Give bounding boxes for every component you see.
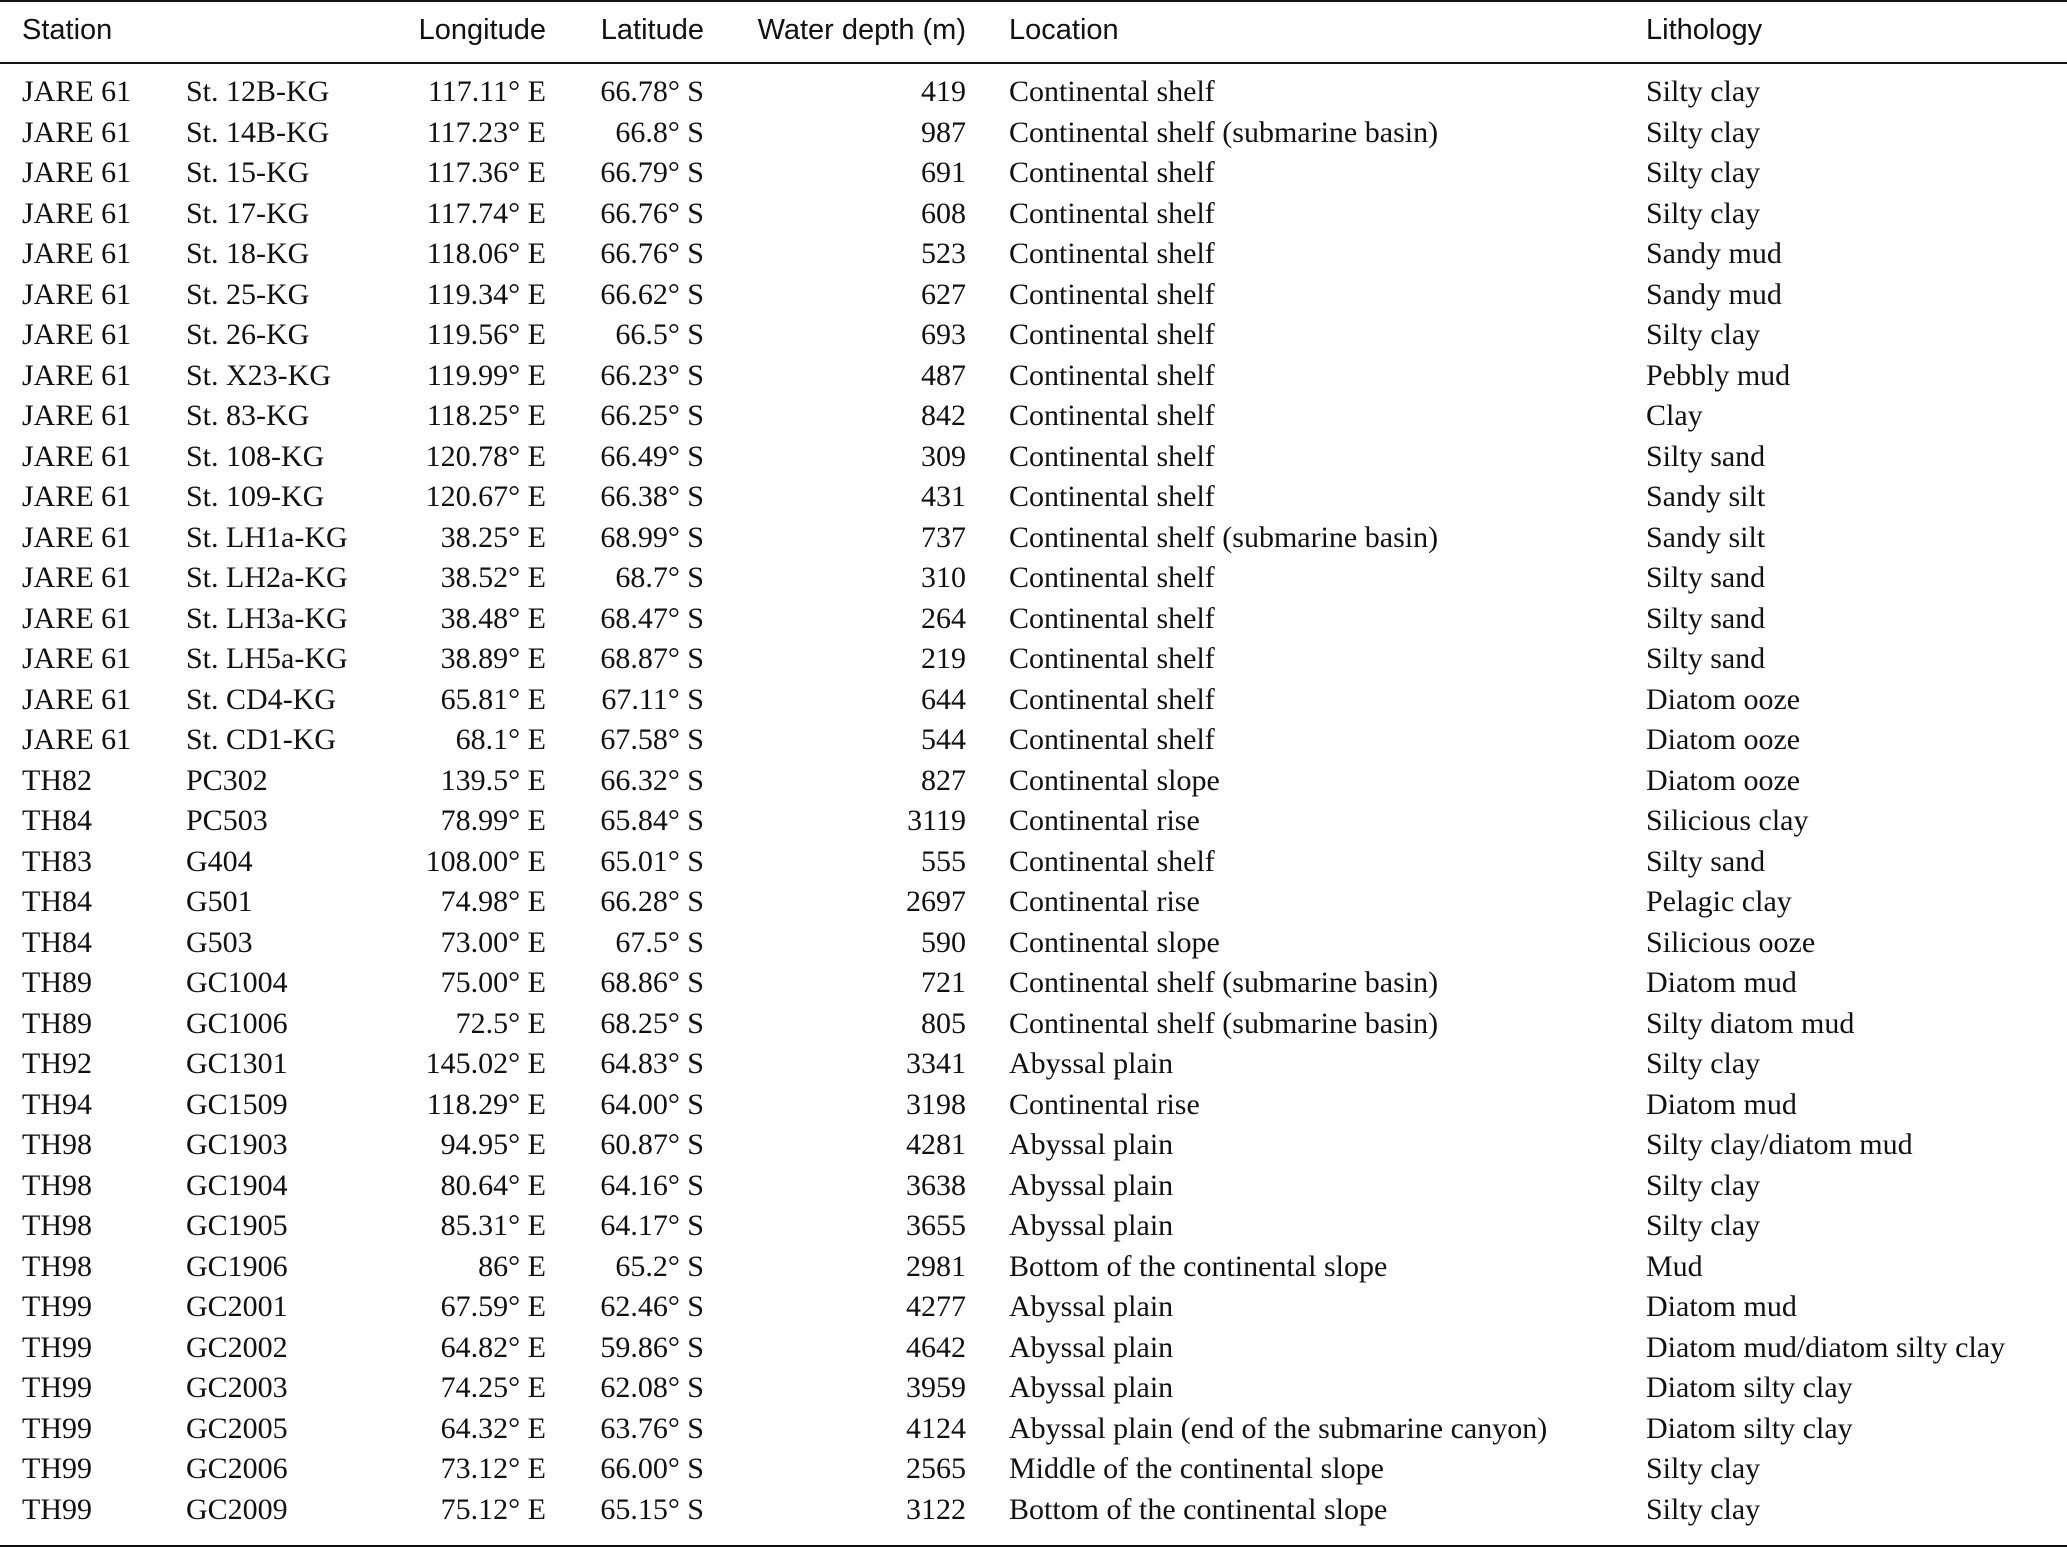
cell-latitude: 59.86° S	[600, 1330, 704, 1364]
cell-core-id: PC302	[186, 763, 268, 797]
cell-water-depth: 4277	[906, 1290, 966, 1323]
cell-station: JARE 61	[22, 237, 132, 270]
cell-lithology: Diatom ooze	[1646, 763, 1801, 797]
cell-core-id: St. 83-KG	[186, 399, 310, 432]
cell-longitude: 119.99° E	[426, 358, 546, 392]
cell-lithology: Silty clay	[1646, 196, 1761, 230]
cell-latitude: 66.62° S	[600, 277, 704, 311]
cell-location: Continental shelf (submarine basin)	[1009, 1006, 1439, 1040]
cell-latitude: 60.87° S	[600, 1128, 704, 1161]
cell-lithology: Diatom mud/diatom silty clay	[1646, 1330, 2006, 1364]
cell-water-depth: 3655	[906, 1209, 966, 1242]
cell-water-depth: 644	[921, 682, 966, 716]
cell-lithology: Silty clay	[1646, 1492, 1761, 1526]
cell-lithology: Silty sand	[1646, 601, 1766, 635]
cell-water-depth: 2981	[906, 1249, 966, 1283]
cell-longitude: 73.12° E	[440, 1452, 546, 1485]
cell-water-depth: 693	[921, 318, 966, 351]
cell-water-depth: 487	[921, 358, 966, 392]
cell-core-id: GC2001	[186, 1290, 288, 1323]
table-header-row	[0, 10, 2067, 50]
table-row	[0, 437, 2067, 478]
cell-station: JARE 61	[22, 318, 132, 351]
cell-lithology: Silty sand	[1646, 844, 1766, 878]
table-row	[0, 1409, 2067, 1450]
cell-lithology: Silty clay	[1646, 75, 1761, 108]
cell-latitude: 66.79° S	[600, 156, 704, 189]
cell-station: JARE 61	[22, 520, 132, 554]
cell-longitude: 117.36° E	[426, 156, 546, 189]
cell-core-id: St. CD4-KG	[186, 682, 337, 716]
cell-station: JARE 61	[22, 277, 132, 311]
cell-latitude: 64.16° S	[600, 1168, 704, 1202]
cell-longitude: 74.98° E	[440, 885, 546, 918]
cell-station: TH84	[22, 925, 92, 959]
cell-station: TH94	[22, 1087, 92, 1121]
cell-core-id: GC1301	[186, 1047, 288, 1080]
cell-longitude: 119.34° E	[426, 277, 546, 311]
table-row	[0, 1004, 2067, 1045]
cell-location: Abyssal plain	[1009, 1209, 1174, 1242]
cell-latitude: 66.8° S	[615, 115, 704, 149]
table-row	[0, 234, 2067, 275]
cell-longitude: 80.64° E	[440, 1168, 546, 1202]
cell-station: TH98	[22, 1168, 92, 1202]
cell-location: Middle of the continental slope	[1009, 1452, 1384, 1485]
cell-water-depth: 544	[921, 723, 966, 756]
cell-lithology: Diatom silty clay	[1646, 1411, 1853, 1445]
cell-core-id: G404	[186, 844, 253, 878]
cell-water-depth: 608	[921, 196, 966, 230]
table-row	[0, 558, 2067, 599]
cell-core-id: St. 25-KG	[186, 277, 310, 311]
cell-lithology: Silty clay/diatom mud	[1646, 1128, 1913, 1161]
cell-water-depth: 2697	[906, 885, 966, 918]
cell-station: JARE 61	[22, 358, 132, 392]
cell-station: TH98	[22, 1249, 92, 1283]
cell-water-depth: 691	[921, 156, 966, 189]
cell-core-id: GC2002	[186, 1330, 288, 1364]
cell-core-id: St. LH3a-KG	[186, 601, 348, 635]
table-row	[0, 761, 2067, 802]
cell-core-id: St. 12B-KG	[186, 75, 330, 108]
cell-water-depth: 737	[921, 520, 966, 554]
cell-longitude: 117.23° E	[426, 115, 546, 149]
cell-lithology: Clay	[1646, 399, 1703, 432]
cell-station: JARE 61	[22, 561, 132, 594]
cell-location: Abyssal plain	[1009, 1128, 1174, 1161]
cell-latitude: 68.87° S	[600, 642, 704, 675]
table-row	[0, 842, 2067, 883]
cell-latitude: 68.25° S	[600, 1006, 704, 1040]
cell-station: JARE 61	[22, 75, 132, 108]
cell-longitude: 38.48° E	[440, 601, 546, 635]
cell-water-depth: 431	[921, 480, 966, 513]
cell-longitude: 119.56° E	[426, 318, 546, 351]
cell-lithology: Silty clay	[1646, 318, 1761, 351]
cell-water-depth: 264	[921, 601, 966, 635]
table-row	[0, 315, 2067, 356]
cell-latitude: 68.99° S	[600, 520, 704, 554]
cell-latitude: 65.01° S	[600, 844, 704, 878]
cell-station: JARE 61	[22, 642, 132, 675]
table-row	[0, 477, 2067, 518]
cell-water-depth: 3638	[906, 1168, 966, 1202]
cell-longitude: 67.59° E	[440, 1290, 546, 1323]
cell-water-depth: 3119	[907, 804, 966, 837]
cell-latitude: 65.2° S	[615, 1249, 704, 1283]
cell-longitude: 72.5° E	[455, 1006, 546, 1040]
cell-longitude: 38.25° E	[440, 520, 546, 554]
cell-latitude: 66.38° S	[600, 480, 704, 513]
cell-core-id: GC2009	[186, 1492, 288, 1526]
cell-latitude: 64.83° S	[600, 1047, 704, 1080]
cell-latitude: 66.49° S	[600, 439, 704, 473]
table-row	[0, 1044, 2067, 1085]
table-row	[0, 1328, 2067, 1369]
table-row	[0, 680, 2067, 721]
header-latitude: Latitude	[600, 14, 704, 46]
cell-lithology: Silty clay	[1646, 1047, 1761, 1080]
cell-core-id: St. 18-KG	[186, 237, 310, 270]
cell-latitude: 68.7° S	[615, 561, 704, 594]
cell-station: TH98	[22, 1128, 92, 1161]
cell-water-depth: 3198	[906, 1087, 966, 1121]
cell-location: Continental shelf	[1009, 723, 1215, 756]
cell-station: JARE 61	[22, 682, 132, 716]
cell-core-id: St. 108-KG	[186, 439, 325, 473]
cell-location: Abyssal plain	[1009, 1168, 1174, 1202]
cell-lithology: Sandy mud	[1646, 277, 1782, 311]
cell-water-depth: 627	[921, 277, 966, 311]
table-row	[0, 720, 2067, 761]
cell-water-depth: 219	[921, 642, 966, 675]
cell-core-id: G503	[186, 925, 253, 959]
cell-lithology: Sandy silt	[1646, 520, 1766, 554]
cell-core-id: GC2006	[186, 1452, 288, 1485]
cell-longitude: 78.99° E	[440, 804, 546, 837]
cell-latitude: 62.46° S	[600, 1290, 704, 1323]
cell-lithology: Silty sand	[1646, 642, 1766, 675]
cell-core-id: St. LH1a-KG	[186, 520, 348, 554]
cell-lithology: Silicious clay	[1646, 804, 1809, 837]
header-lithology: Lithology	[1646, 14, 1763, 46]
cell-lithology: Diatom mud	[1646, 1087, 1797, 1121]
cell-station: TH99	[22, 1290, 92, 1323]
cell-core-id: St. 109-KG	[186, 480, 325, 513]
table-row	[0, 153, 2067, 194]
cell-latitude: 67.58° S	[600, 723, 704, 756]
cell-location: Continental rise	[1009, 885, 1200, 918]
cell-core-id: GC1906	[186, 1249, 288, 1283]
cell-core-id: St. 26-KG	[186, 318, 310, 351]
cell-station: TH84	[22, 885, 92, 918]
cell-latitude: 66.32° S	[600, 763, 704, 797]
cell-longitude: 118.29° E	[426, 1087, 546, 1121]
cell-location: Continental slope	[1009, 763, 1220, 797]
cell-location: Continental shelf (submarine basin)	[1009, 520, 1439, 554]
table-row	[0, 1287, 2067, 1328]
cell-longitude: 139.5° E	[440, 763, 546, 797]
cell-water-depth: 987	[921, 115, 966, 149]
cell-lithology: Silty clay	[1646, 156, 1761, 189]
cell-lithology: Silicious ooze	[1646, 925, 1816, 959]
cell-location: Continental shelf	[1009, 196, 1215, 230]
cell-core-id: St. 14B-KG	[186, 115, 330, 149]
cell-station: TH82	[22, 763, 92, 797]
cell-lithology: Sandy silt	[1646, 480, 1766, 513]
cell-location: Continental slope	[1009, 925, 1220, 959]
cell-location: Continental rise	[1009, 1087, 1200, 1121]
cell-location: Abyssal plain	[1009, 1330, 1174, 1364]
cell-longitude: 145.02° E	[425, 1047, 546, 1080]
cell-longitude: 68.1° E	[455, 723, 546, 756]
header-longitude: Longitude	[418, 14, 546, 46]
cell-location: Continental shelf (submarine basin)	[1009, 966, 1439, 999]
table-row	[0, 1206, 2067, 1247]
cell-location: Continental shelf	[1009, 682, 1215, 716]
cell-location: Continental shelf	[1009, 277, 1215, 311]
cell-core-id: GC1904	[186, 1168, 288, 1202]
cell-location: Continental shelf	[1009, 642, 1215, 675]
cell-station: JARE 61	[22, 196, 132, 230]
header-station: Station	[22, 14, 113, 46]
cell-location: Continental shelf (submarine basin)	[1009, 115, 1439, 149]
cell-core-id: St. LH5a-KG	[186, 642, 348, 675]
cell-water-depth: 4124	[906, 1411, 966, 1445]
cell-station: TH92	[22, 1047, 92, 1080]
table-row	[0, 113, 2067, 154]
cell-water-depth: 4642	[906, 1330, 966, 1364]
cell-core-id: GC2003	[186, 1371, 288, 1404]
cell-lithology: Silty sand	[1646, 561, 1766, 594]
cell-latitude: 65.15° S	[600, 1492, 704, 1526]
cell-longitude: 65.81° E	[440, 682, 546, 716]
cell-lithology: Silty clay	[1646, 1209, 1761, 1242]
cell-latitude: 66.5° S	[615, 318, 704, 351]
cell-water-depth: 310	[921, 561, 966, 594]
cell-water-depth: 590	[921, 925, 966, 959]
table-row	[0, 194, 2067, 235]
cell-core-id: GC2005	[186, 1411, 288, 1445]
cell-latitude: 67.5° S	[615, 925, 704, 959]
cell-core-id: GC1004	[186, 966, 288, 999]
cell-lithology: Silty clay	[1646, 1452, 1761, 1485]
cell-station: TH83	[22, 844, 92, 878]
cell-lithology: Silty clay	[1646, 1168, 1761, 1202]
cell-location: Continental rise	[1009, 804, 1200, 837]
cell-longitude: 85.31° E	[440, 1209, 546, 1242]
cell-longitude: 75.12° E	[440, 1492, 546, 1526]
cell-core-id: St. CD1-KG	[186, 723, 337, 756]
cell-longitude: 118.25° E	[426, 399, 546, 432]
cell-lithology: Pebbly mud	[1646, 358, 1791, 392]
cell-longitude: 120.67° E	[425, 480, 546, 513]
cell-longitude: 75.00° E	[440, 966, 546, 999]
cell-water-depth: 3341	[906, 1047, 966, 1080]
cell-longitude: 38.89° E	[440, 642, 546, 675]
cell-water-depth: 523	[921, 237, 966, 270]
cell-core-id: St. 15-KG	[186, 156, 310, 189]
cell-lithology: Silty diatom mud	[1646, 1006, 1855, 1040]
cell-latitude: 67.11° S	[601, 682, 704, 716]
cell-core-id: GC1903	[186, 1128, 288, 1161]
cell-lithology: Diatom ooze	[1646, 682, 1801, 716]
cell-water-depth: 805	[921, 1006, 966, 1040]
cell-lithology: Diatom mud	[1646, 1290, 1797, 1323]
cell-longitude: 117.74° E	[426, 196, 546, 230]
cell-latitude: 66.23° S	[600, 358, 704, 392]
cell-longitude: 117.11° E	[427, 75, 546, 108]
cell-longitude: 74.25° E	[440, 1371, 546, 1404]
cell-latitude: 66.76° S	[600, 196, 704, 230]
cell-longitude: 118.06° E	[426, 237, 546, 270]
cell-lithology: Pelagic clay	[1646, 885, 1792, 918]
cell-station: JARE 61	[22, 723, 132, 756]
cell-lithology: Mud	[1646, 1249, 1703, 1283]
table-row	[0, 1125, 2067, 1166]
cell-location: Continental shelf	[1009, 399, 1215, 432]
cell-station: TH99	[22, 1330, 92, 1364]
table-row	[0, 1247, 2067, 1288]
table-row	[0, 882, 2067, 923]
cell-lithology: Sandy mud	[1646, 237, 1782, 270]
cell-location: Continental shelf	[1009, 156, 1215, 189]
cell-station: JARE 61	[22, 601, 132, 635]
cell-location: Continental shelf	[1009, 439, 1215, 473]
cell-station: JARE 61	[22, 156, 132, 189]
cell-latitude: 68.86° S	[600, 966, 704, 999]
table-top-rule	[0, 0, 2067, 2]
cell-station: TH84	[22, 804, 92, 837]
header-water-depth: Water depth (m)	[757, 14, 966, 46]
cell-lithology: Silty clay	[1646, 115, 1761, 149]
cell-location: Continental shelf	[1009, 480, 1215, 513]
cell-location: Abyssal plain	[1009, 1371, 1174, 1404]
header-location: Location	[1009, 14, 1119, 46]
cell-location: Abyssal plain	[1009, 1047, 1174, 1080]
cell-latitude: 66.28° S	[600, 885, 704, 918]
cell-latitude: 63.76° S	[600, 1411, 704, 1445]
cell-latitude: 62.08° S	[600, 1371, 704, 1404]
cell-location: Bottom of the continental slope	[1009, 1249, 1388, 1283]
cell-station: JARE 61	[22, 115, 132, 149]
cell-station: TH89	[22, 1006, 92, 1040]
cell-location: Continental shelf	[1009, 237, 1215, 270]
cell-lithology: Diatom silty clay	[1646, 1371, 1853, 1404]
cell-core-id: GC1509	[186, 1087, 288, 1121]
cell-water-depth: 309	[921, 439, 966, 473]
cell-location: Continental shelf	[1009, 358, 1215, 392]
cell-station: TH98	[22, 1209, 92, 1242]
cell-station: TH99	[22, 1371, 92, 1404]
cell-station: TH99	[22, 1452, 92, 1485]
cell-location: Continental shelf	[1009, 75, 1215, 108]
cell-station: JARE 61	[22, 480, 132, 513]
cell-station: TH99	[22, 1492, 92, 1526]
cell-station: JARE 61	[22, 439, 132, 473]
cell-longitude: 38.52° E	[440, 561, 546, 594]
cell-station: TH89	[22, 966, 92, 999]
cell-water-depth: 842	[921, 399, 966, 432]
cell-location: Continental shelf	[1009, 318, 1215, 351]
cell-water-depth: 3959	[906, 1371, 966, 1404]
table-header-rule	[0, 62, 2067, 64]
cell-longitude: 73.00° E	[440, 925, 546, 959]
table-row	[0, 275, 2067, 316]
cell-water-depth: 3122	[906, 1492, 966, 1526]
cell-latitude: 68.47° S	[600, 601, 704, 635]
cell-core-id: St. LH2a-KG	[186, 561, 348, 594]
table-row	[0, 356, 2067, 397]
cell-core-id: PC503	[186, 804, 268, 837]
table-row	[0, 518, 2067, 559]
table-row	[0, 1490, 2067, 1531]
cell-latitude: 66.78° S	[600, 75, 704, 108]
cell-core-id: GC1905	[186, 1209, 288, 1242]
cell-longitude: 120.78° E	[425, 439, 546, 473]
cell-core-id: St. X23-KG	[186, 358, 332, 392]
table-row	[0, 72, 2067, 113]
cell-lithology: Diatom ooze	[1646, 723, 1801, 756]
cell-core-id: G501	[186, 885, 253, 918]
cell-longitude: 94.95° E	[440, 1128, 546, 1161]
cell-core-id: St. 17-KG	[186, 196, 310, 230]
cell-longitude: 108.00° E	[425, 844, 546, 878]
table-row	[0, 963, 2067, 1004]
cell-lithology: Silty sand	[1646, 439, 1766, 473]
cell-latitude: 66.00° S	[600, 1452, 704, 1485]
table-row	[0, 1449, 2067, 1490]
cell-core-id: GC1006	[186, 1006, 288, 1040]
cell-lithology: Diatom mud	[1646, 966, 1797, 999]
table-row	[0, 599, 2067, 640]
cell-location: Abyssal plain (end of the submarine canyon)	[1009, 1411, 1548, 1445]
cell-water-depth: 2565	[906, 1452, 966, 1485]
cell-latitude: 66.25° S	[600, 399, 704, 432]
table-row	[0, 801, 2067, 842]
cell-latitude: 65.84° S	[600, 804, 704, 837]
table-row	[0, 639, 2067, 680]
table-row	[0, 1166, 2067, 1207]
cell-water-depth: 419	[921, 75, 966, 108]
cell-water-depth: 4281	[906, 1128, 966, 1161]
cell-longitude: 86° E	[478, 1249, 546, 1283]
cell-location: Continental shelf	[1009, 844, 1215, 878]
cell-water-depth: 721	[921, 966, 966, 999]
table-row	[0, 923, 2067, 964]
cell-longitude: 64.82° E	[440, 1330, 546, 1364]
table-row	[0, 1368, 2067, 1409]
cell-latitude: 64.00° S	[600, 1087, 704, 1121]
cell-latitude: 66.76° S	[600, 237, 704, 270]
cell-location: Bottom of the continental slope	[1009, 1492, 1388, 1526]
cell-water-depth: 827	[921, 763, 966, 797]
cell-water-depth: 555	[921, 844, 966, 878]
cell-station: TH99	[22, 1411, 92, 1445]
cell-longitude: 64.32° E	[440, 1411, 546, 1445]
cell-station: JARE 61	[22, 399, 132, 432]
cell-location: Continental shelf	[1009, 561, 1215, 594]
cell-location: Continental shelf	[1009, 601, 1215, 635]
cell-latitude: 64.17° S	[600, 1209, 704, 1242]
table-row	[0, 1085, 2067, 1126]
cell-location: Abyssal plain	[1009, 1290, 1174, 1323]
table-row	[0, 396, 2067, 437]
